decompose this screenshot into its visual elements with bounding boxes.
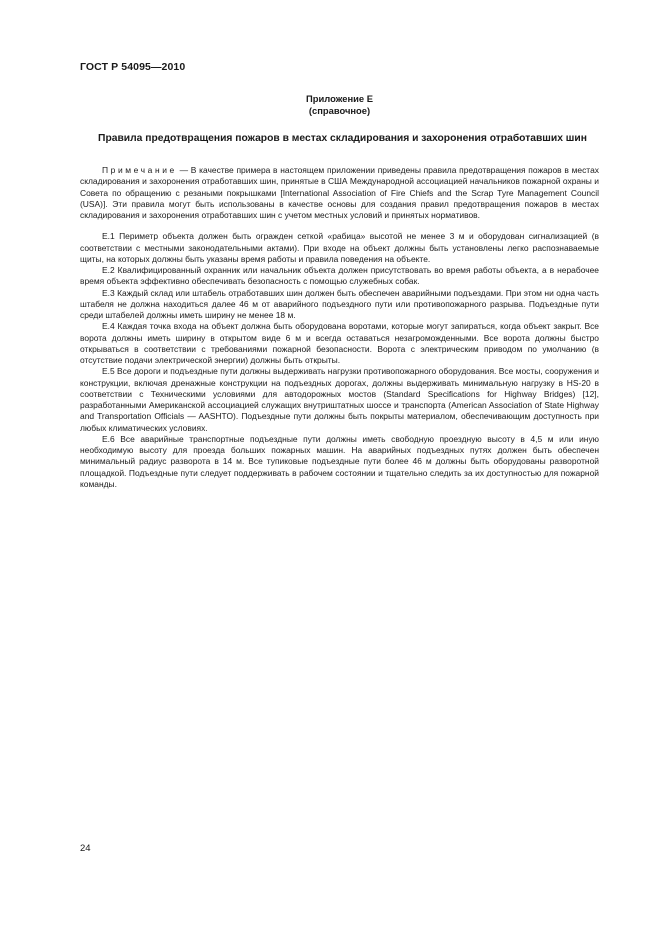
standard-code: ГОСТ Р 54095—2010 — [80, 61, 186, 73]
appendix-label: Приложение Е — [306, 93, 373, 104]
note-prefix: Примечание — [102, 165, 177, 175]
clause-e2: Е.2 Квалифицированный охранник или начальник объекта должен присутствовать во время работы объекта, а в нерабочее время объекта эффективно обеспечивать безопасность с помощью служебных собак. — [80, 265, 599, 287]
clause-e6: Е.6 Все аварийные транспортные подъездные пути должны иметь свободную проездную высоту в 4,5 м или иную необходимую высоту для проезда больших пожарных машин. На аварийных подъездных путях должен быть обеспечен минимальный радиус разворота в 14 м. Все тупиковые подъездные пути более 46 м должны быть оборудованы разворотной площадкой. Подъездные пути следует поддерживать в рабочем состоянии и тщательно следить за их доступностью для пожарной команды. — [80, 433, 599, 489]
clause-e1: Е.1 Периметр объекта должен быть огражден сеткой «рабица» высотой не менее 3 м и оборудован сигнализацией (в соответствии с местными законодательными актами). При входе на объект должны быть установлены легко распознаваемые щиты, на которых должны быть указаны время работы и правила поведения на объекте. — [80, 231, 599, 264]
appendix-heading — [80, 93, 599, 117]
appendix-type: (справочное) — [308, 105, 371, 116]
clause-e4: Е.4 Каждая точка входа на объект должна быть оборудована воротами, которые могут запираться, когда объект закрыт. Все ворота должны иметь ширину в открытом виде 6 м и всегда оставаться незагроможденными. Все ворота должны быстро открываться в соответствии с требованиями пожарной безопасности. Ворота с электрическим приводом по умолчанию (в отсутствие подачи электрической энергии) должны быть открыты. — [80, 321, 599, 365]
page-number: 24 — [80, 843, 91, 854]
clause-e5: Е.5 Все дороги и подъездные пути должны выдерживать нагрузки противопожарного оборудования. Все мосты, сооружения и конструкции, включая дренажные конструкции на подъездных дорогах, должны выдерживать минимальную нагрузку в HS-20 в соответствии с Техническими условиями для автодорожных мостов (Standard Specifications for Highway Bridges) [12], разработанными Американской ассоциацией служащих внутриштатных шоссе и транспорта (American Association of State Highway and Transportation Officials — AASHTO). Подъездные пути должны быть покрыты материалом, обеспечивающим доступность при любых климатических условиях. — [80, 366, 599, 433]
note-paragraph — [80, 165, 599, 221]
note-text: — В качестве примера в настоящем приложении приведены правила предотвращения пожаров в местах складирования и захоронения отработавших шин, принятые в США Международной ассоциацией начальников пожарной охраны и Совета по обращению с резаными покрышками [International Association of Fire Chiefs and the Scrap Tyre Management Council (USA)]. Эти правила могут быть использованы в качестве основы для создания правил предотвращения пожаров в местах складирования и захоронения отработавших шин с учетом местных условий и принятых нормативов. — [80, 165, 599, 220]
appendix-title: Правила предотвращения пожаров в местах складирования и захоронения отработавших шин — [98, 133, 587, 144]
appendix-body — [80, 165, 599, 490]
clause-e3: Е.3 Каждый склад или штабель отработавших шин должен быть обеспечен аварийными подъездами. При этом ни одна часть штабеля не должна находиться далее 46 м от аварийного подъездного пути или противопожарного разрыва. Подъездные пути среди штабелей должны иметь ширину не менее 18 м. — [80, 287, 599, 320]
